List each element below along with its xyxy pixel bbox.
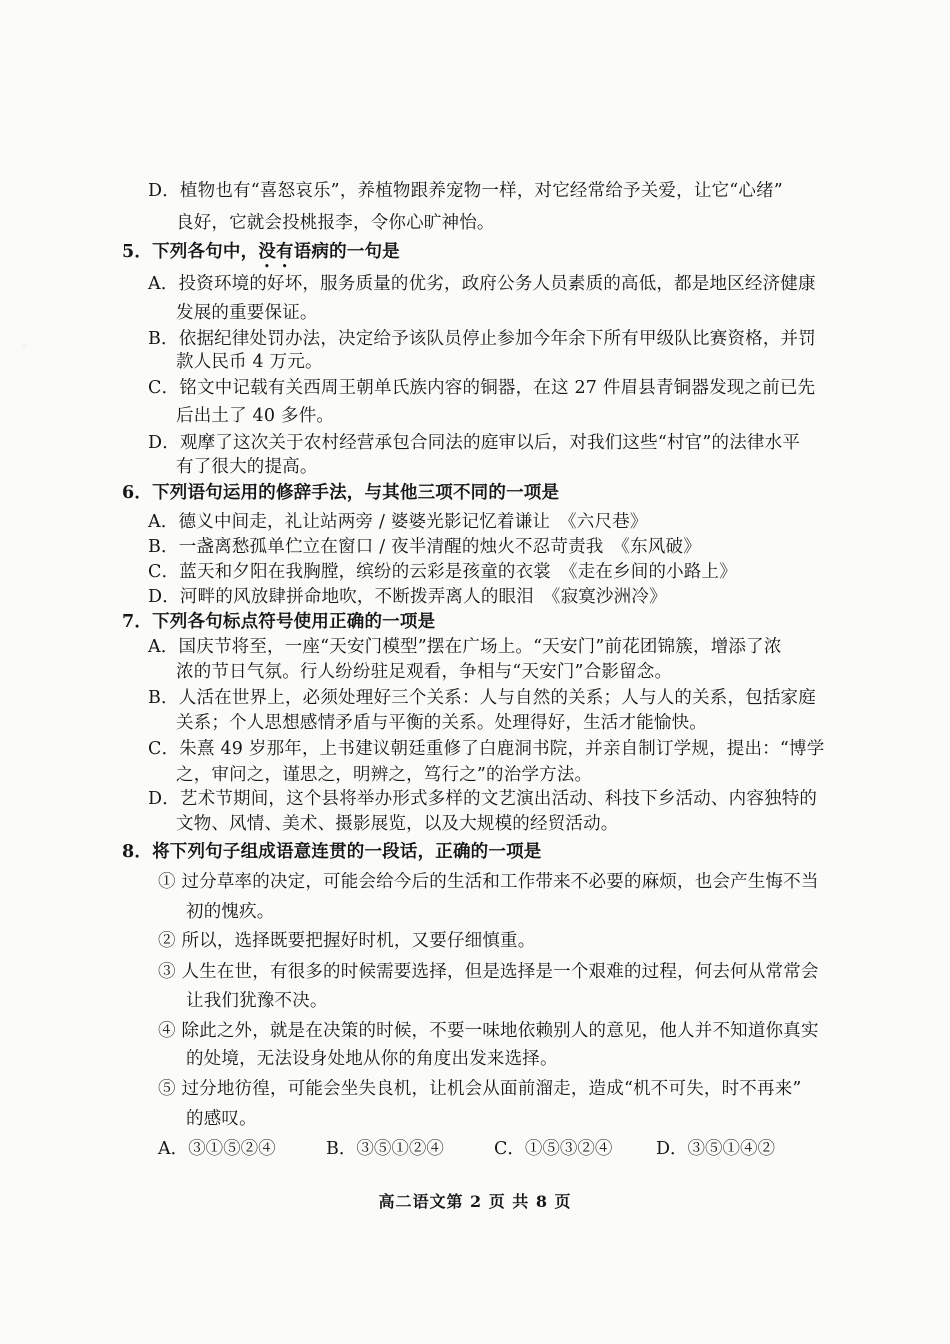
q6-option-d: D．河畔的风放肆拼命地吹，不断拨弄离人的眼泪 《寂寞沙洲冷》	[148, 587, 667, 607]
q4-option-d-line1: D．植物也有“喜怒哀乐”，养植物跟养宠物一样，对它经常给予关爱，让它“心绪”	[148, 181, 783, 201]
bleed-through-texture: ◦	[20, 340, 29, 356]
q7-option-d-line1: D．艺术节期间，这个县将举办形式多样的文艺演出活动、科技下乡活动、内容独特的	[148, 789, 818, 809]
q7-option-a-line1: A．国庆节将至，一座“天安门模型”摆在广场上。“天安门”前花团锦簇，增添了浓	[148, 637, 782, 657]
q5-stem	[122, 240, 400, 272]
q7-option-c-line1: C．朱熹 49 岁那年，上书建议朝廷重修了白鹿洞书院，并亲自制订学规，提出：“博学	[148, 739, 825, 759]
q5-option-a-line2: 发展的重要保证。	[176, 303, 318, 323]
q5-option-c-line1: C．铭文中记载有关西周王朝单氏族内容的铜器，在这 27 件眉县青铜器发现之前已先	[148, 378, 816, 398]
q8-sentence-1-line1: ① 过分草率的决定，可能会给今后的生活和工作带来不必要的麻烦，也会产生悔不当	[158, 872, 819, 892]
q5-stem-pre: 5．下列各句中，	[122, 242, 259, 262]
q7-option-a-line2: 浓的节日气氛。行人纷纷驻足观看，争相与“天安门”合影留念。	[176, 662, 673, 682]
q6-stem: 6．下列语句运用的修辞手法，与其他三项不同的一项是	[122, 483, 560, 503]
q8-sentence-5-line2: 的感叹。	[186, 1109, 257, 1129]
q7-option-d-line2: 文物、风情、美术、摄影展览，以及大规模的经贸活动。	[176, 814, 619, 834]
q5-stem-post: 语病的一句是	[293, 242, 400, 262]
q8-sentence-4-line2: 的处境，无法设身处地从你的角度出发来选择。	[186, 1049, 558, 1069]
q5-option-b-line1: B．依据纪律处罚办法，决定给予该队员停止参加今年余下所有甲级队比赛资格，并罚	[148, 329, 816, 349]
q5-stem-emphasis: 没有	[258, 242, 294, 262]
q7-option-b-line2: 关系；个人思想感情矛盾与平衡的关系。处理得好，生活才能愉快。	[176, 713, 707, 733]
q7-stem: 7．下列各句标点符号使用正确的一项是	[122, 612, 436, 632]
q5-option-a-line1: A．投资环境的好坏，服务质量的优劣，政府公务人员素质的高低，都是地区经济健康	[148, 274, 816, 294]
q5-option-c-line2: 后出土了 40 多件。	[176, 406, 335, 426]
q5-option-b-line2: 款人民币 4 万元。	[176, 352, 323, 372]
q6-option-a: A．德义中间走，礼让站两旁 / 婆婆光影记忆着谦让 《六尺巷》	[148, 512, 648, 532]
q8-sentence-1-line2: 初的愧疚。	[186, 902, 275, 922]
q8-sentence-5-line1: ⑤ 过分地彷徨，可能会坐失良机，让机会从面前溜走，造成“机不可失，时不再来”	[158, 1079, 802, 1099]
q6-option-c: C．蓝天和夕阳在我胸膛，缤纷的云彩是孩童的衣裳 《走在乡间的小路上》	[148, 562, 737, 582]
q8-stem: 8．将下列句子组成语意连贯的一段话，正确的一项是	[122, 842, 542, 862]
q8-sentence-3-line1: ③ 人生在世，有很多的时候需要选择，但是选择是一个艰难的过程，何去何从常常会	[158, 962, 819, 982]
q7-option-b-line1: B．人活在世界上，必须处理好三个关系：人与自然的关系；人与人的关系，包括家庭	[148, 688, 816, 708]
q8-sentence-2: ② 所以，选择既要把握好时机，又要仔细慎重。	[158, 931, 536, 951]
q8-option-d: D．③⑤①④②	[656, 1139, 776, 1159]
q8-option-b: B．③⑤①②④	[326, 1139, 444, 1159]
q5-option-d-line2: 有了很大的提高。	[176, 457, 318, 477]
q8-option-a: A．③①⑤②④	[158, 1139, 276, 1159]
q8-sentence-3-line2: 让我们犹豫不决。	[186, 991, 328, 1011]
q8-sentence-4-line1: ④ 除此之外，就是在决策的时候，不要一味地依赖别人的意见，他人并不知道你真实	[158, 1021, 819, 1041]
q7-option-c-line2: 之，审问之，谨思之，明辨之，笃行之”的治学方法。	[176, 765, 593, 785]
page-footer: 高二语文第 2 页 共 8 页	[378, 1192, 572, 1211]
q6-option-b: B．一盏离愁孤单伫立在窗口 / 夜半清醒的烛火不忍苛责我 《东风破》	[148, 537, 701, 557]
q5-option-d-line1: D．观摩了这次关于农村经营承包合同法的庭审以后，对我们这些“村官”的法律水平	[148, 433, 801, 453]
q8-option-c: C．①⑤③②④	[494, 1139, 613, 1159]
q4-option-d-line2: 良好，它就会投桃报李，令你心旷神怡。	[176, 213, 495, 233]
